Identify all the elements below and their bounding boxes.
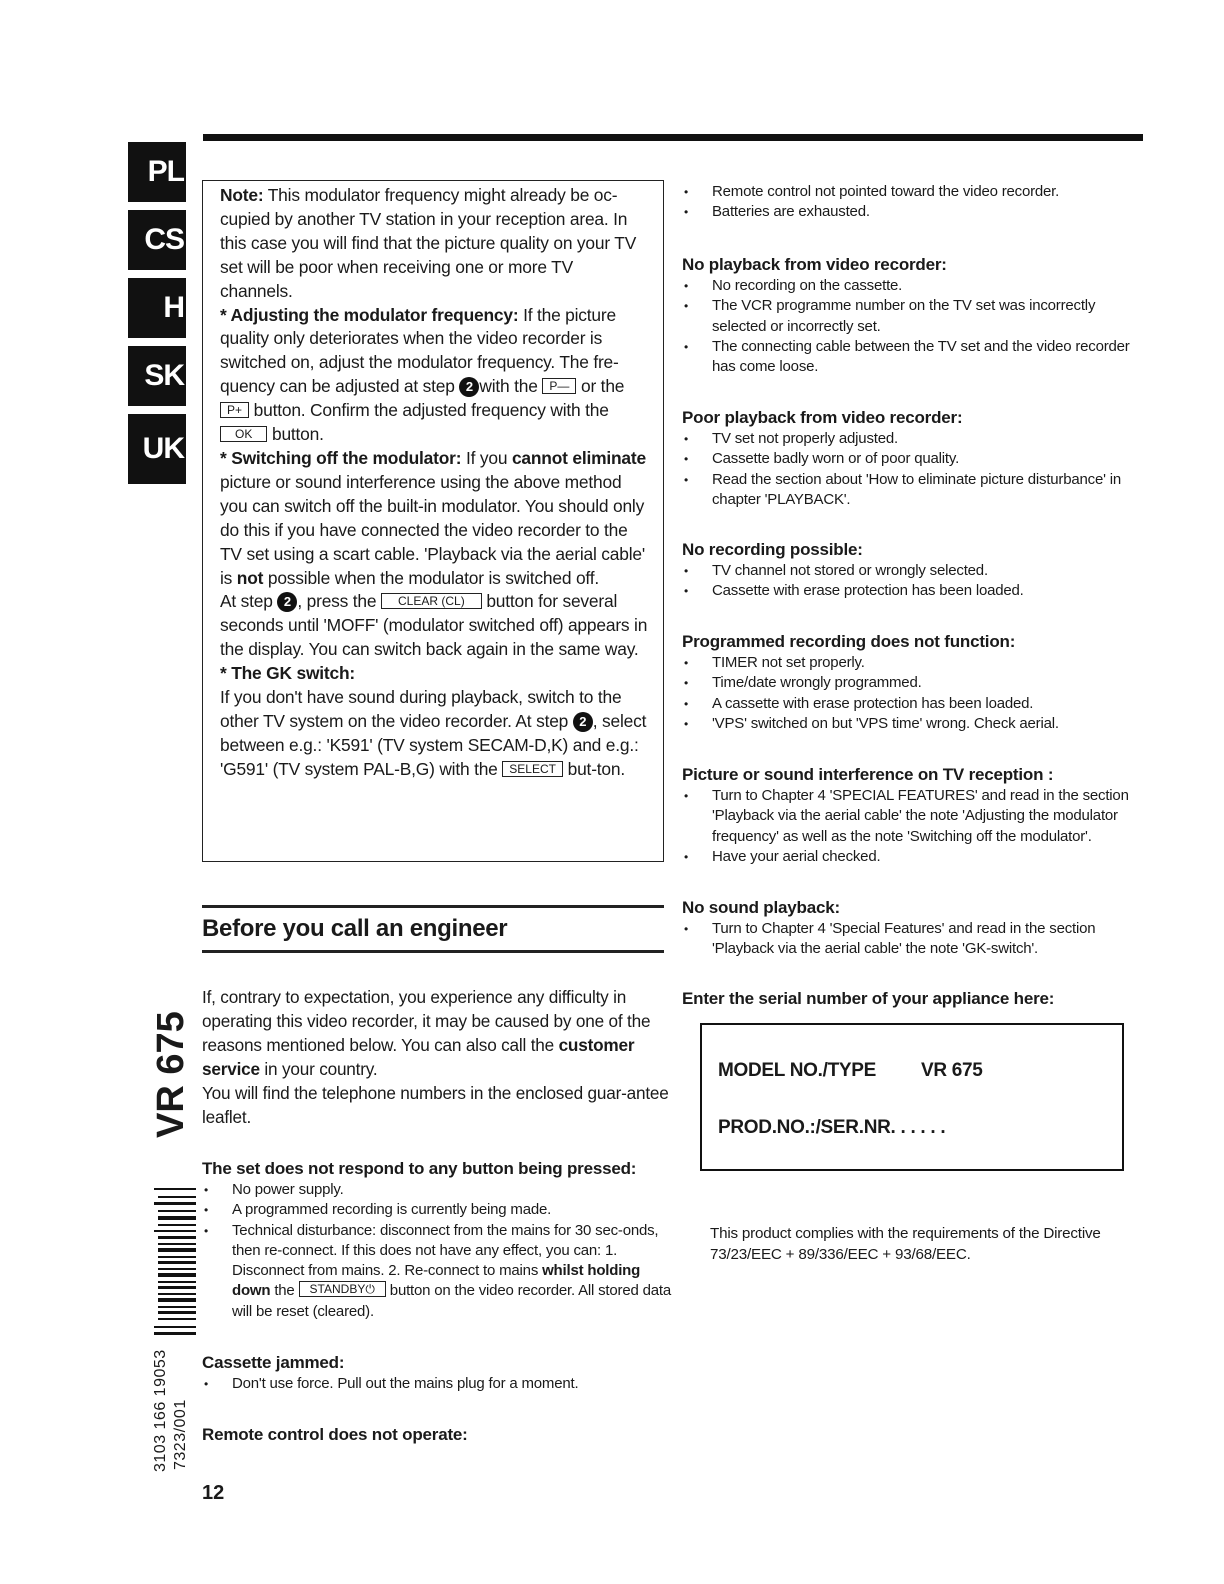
text: but-ton. <box>562 758 625 779</box>
text: possible when the modulator is switched off. <box>263 567 600 588</box>
gk-switch-label: * The GK switch: <box>220 663 355 684</box>
serial-heading-block <box>682 988 1142 1010</box>
modulator-adjust-label: * Adjusting the modulator frequency: <box>220 304 519 325</box>
serial-heading: Enter the serial number of your appliance here: <box>682 989 1055 1008</box>
text: At step <box>220 591 278 612</box>
trouble-no-sound <box>682 897 1142 960</box>
serial-number-box <box>700 1023 1124 1171</box>
barcode-icon <box>154 1186 196 1338</box>
list-item: • TIMER not set properly. <box>682 653 1142 673</box>
text: or the <box>576 376 625 397</box>
trouble-remote <box>202 1424 672 1446</box>
text: whilst holding down <box>232 1262 641 1300</box>
trouble-poor-playback <box>682 407 1152 510</box>
list-item: • Turn to Chapter 4 'Special Features' and read in the section 'Playback via the aerial cable' the note 'GK-switch'. <box>682 919 1142 960</box>
list-item: • Turn to Chapter 4 'SPECIAL FEATURES' and read in the section 'Playback via the aerial cable' the note 'Adjusting the modulator frequency' as well as the note 'Switching off the modulator'. <box>682 786 1152 847</box>
clear-step-paragraph <box>220 590 650 662</box>
gk-switch-paragraph <box>220 686 650 782</box>
modulator-off-label: * Switching off the modulator: <box>220 447 462 468</box>
trouble-no-recording <box>682 539 1142 602</box>
section-rule-top <box>202 905 664 908</box>
list-item: • A programmed recording is currently being made. <box>202 1200 672 1220</box>
model-value: VR 675 <box>921 1060 983 1081</box>
list-item: • No recording on the cassette. <box>682 276 1142 296</box>
trouble-list <box>682 182 1142 223</box>
note-label: Note: <box>220 185 264 205</box>
page-number: 12 <box>202 1482 225 1504</box>
top-rule <box>203 134 1143 141</box>
step-2-icon: 2 <box>277 592 297 612</box>
trouble-list <box>682 561 1142 602</box>
intro-paragraph <box>202 986 672 1082</box>
model-label: MODEL NO./TYPE <box>718 1060 877 1081</box>
text: If you don't have sound during playback, switch to the other TV system on the video recorder. At step <box>220 687 622 731</box>
trouble-remote-items <box>682 182 1142 223</box>
list-item: • The VCR programme number on the TV set was incorrectly selected or incorrectly set. <box>682 296 1142 337</box>
trouble-list <box>682 653 1142 734</box>
trouble-heading: Programmed recording does not function: <box>682 632 1016 651</box>
list-item: • Cassette badly worn or of poor quality. <box>682 449 1152 469</box>
trouble-list <box>682 429 1152 510</box>
p-plus-button-icon: P+ <box>220 402 249 418</box>
standby-button-icon: STANDBY⏻ <box>299 1281 386 1297</box>
trouble-no-playback <box>682 254 1142 377</box>
modulator-adjust-paragraph <box>220 304 650 447</box>
side-model-number: VR 675 <box>150 1011 192 1138</box>
list-item: • Don't use force. Pull out the mains plug for a moment. <box>202 1374 672 1394</box>
note-text: This modulator frequency might already be oc-cupied by another TV station in your reception area. In this case you will find that the picture quality on your TV set will be poor when receiving one or more TV channels. <box>220 185 637 301</box>
trouble-list <box>682 919 1142 960</box>
note-content <box>220 184 650 782</box>
text: customer service <box>202 1034 635 1079</box>
text: button on the video recorder. All stored data will be reset (cleared). <box>232 1282 671 1320</box>
text: button. <box>267 424 324 445</box>
list-item: • A cassette with erase protection has been loaded. <box>682 694 1142 714</box>
lang-tab-h[interactable]: H <box>128 278 186 338</box>
text: , select between e.g.: 'K591' (TV system SECAM-D,K) and e.g.: 'G591' (TV system PAL-B,G) with the <box>220 710 647 779</box>
text: Technical disturbance: disconnect from the mains for 30 sec-onds, then re-connect. If this does not have any effect, you can: 1. Disconnect from mains. 2. Re-connect to mains <box>232 1221 659 1280</box>
list-item: • Batteries are exhausted. <box>682 202 1142 222</box>
text: with the <box>479 376 543 397</box>
trouble-list <box>202 1374 672 1394</box>
list-item: • No power supply. <box>202 1180 672 1200</box>
text: not <box>236 567 264 588</box>
text: If the picture quality only deteriorates when the video recorder is switched on, adjust the modulator frequency. The fre-quency can be adjusted at step <box>220 304 619 397</box>
text: picture or sound interference using the above method you can switch off the built-in modulator. You should only do this if you have connected the video recorder to the TV set using a scart cable. 'Playback via the aerial cable' is <box>220 471 645 588</box>
list-item: • Remote control not pointed toward the video recorder. <box>682 182 1142 202</box>
modulator-off-paragraph <box>220 447 650 590</box>
list-item: • Time/date wrongly programmed. <box>682 673 1142 693</box>
text: button for several seconds until 'MOFF' (modulator switched off) appears in the display. You can switch back again in the same way. <box>220 591 648 660</box>
intro-text <box>202 986 672 1129</box>
intro-paragraph: You will find the telephone numbers in the enclosed guar-antee leaflet. <box>202 1082 669 1127</box>
section-title: Before you call an engineer <box>202 915 508 942</box>
text: If, contrary to expectation, you experience any difficulty in operating this video recorder, it may be caused by one of the reasons mentioned below. You can also call the <box>202 987 651 1055</box>
p-minus-button-icon: P— <box>542 378 576 394</box>
clear-button-icon: CLEAR (CL) <box>381 593 482 609</box>
trouble-heading: No playback from video recorder: <box>682 255 947 274</box>
trouble-heading: Remote control does not operate: <box>202 1425 468 1444</box>
section-rule-bottom <box>202 950 664 953</box>
list-item: • 'VPS' switched on but 'VPS time' wrong. Check aerial. <box>682 714 1142 734</box>
trouble-heading: Picture or sound interference on TV reception : <box>682 765 1054 784</box>
text: in your country. <box>259 1058 378 1079</box>
trouble-interference <box>682 764 1152 867</box>
trouble-heading: Poor playback from video recorder: <box>682 408 963 427</box>
side-code-1: 3103 166 19053 <box>152 1349 169 1472</box>
text: cannot eliminate <box>511 447 646 468</box>
trouble-cassette-jammed <box>202 1352 672 1394</box>
lang-tab-sk[interactable]: SK <box>128 346 186 406</box>
list-item <box>202 1221 672 1322</box>
list-item: • Cassette with erase protection has been loaded. <box>682 581 1142 601</box>
note-paragraph <box>220 184 650 304</box>
prod-label[interactable]: PROD.NO.:/SER.NR. . . . . . <box>718 1117 946 1138</box>
trouble-list <box>682 276 1142 377</box>
directive-text: This product complies with the requirements of the Directive 73/23/EEC + 89/336/EEC + 93/68/EEC. <box>710 1225 1101 1263</box>
trouble-heading: Cassette jammed: <box>202 1353 345 1372</box>
list-item: • Have your aerial checked. <box>682 847 1152 867</box>
trouble-no-response <box>202 1158 672 1322</box>
text: the <box>270 1282 299 1300</box>
gk-switch-heading <box>220 662 650 686</box>
step-2-icon: 2 <box>573 712 593 732</box>
list-item: • Read the section about 'How to eliminate picture disturbance' in chapter 'PLAYBACK'. <box>682 470 1152 511</box>
step-2-icon: 2 <box>459 377 479 397</box>
text: button. Confirm the adjusted frequency with the <box>249 400 609 421</box>
text: If you <box>461 447 512 468</box>
trouble-list <box>682 786 1152 867</box>
trouble-heading: No sound playback: <box>682 898 840 917</box>
side-code-2: 7323/001 <box>172 1399 189 1470</box>
lang-tab-cs[interactable]: CS <box>128 210 186 270</box>
list-item: • The connecting cable between the TV set and the video recorder has come loose. <box>682 337 1142 378</box>
trouble-programmed <box>682 631 1142 734</box>
trouble-heading: The set does not respond to any button being pressed: <box>202 1159 637 1178</box>
trouble-heading: No recording possible: <box>682 540 863 559</box>
list-item: • TV channel not stored or wrongly selected. <box>682 561 1142 581</box>
text: , press the <box>297 591 382 612</box>
ok-button-icon: OK <box>220 426 267 442</box>
trouble-list <box>202 1180 672 1322</box>
lang-tab-pl[interactable]: PL <box>128 142 186 202</box>
select-button-icon: SELECT <box>502 761 563 777</box>
lang-tab-uk[interactable]: UK <box>128 414 186 484</box>
list-item: • TV set not properly adjusted. <box>682 429 1152 449</box>
